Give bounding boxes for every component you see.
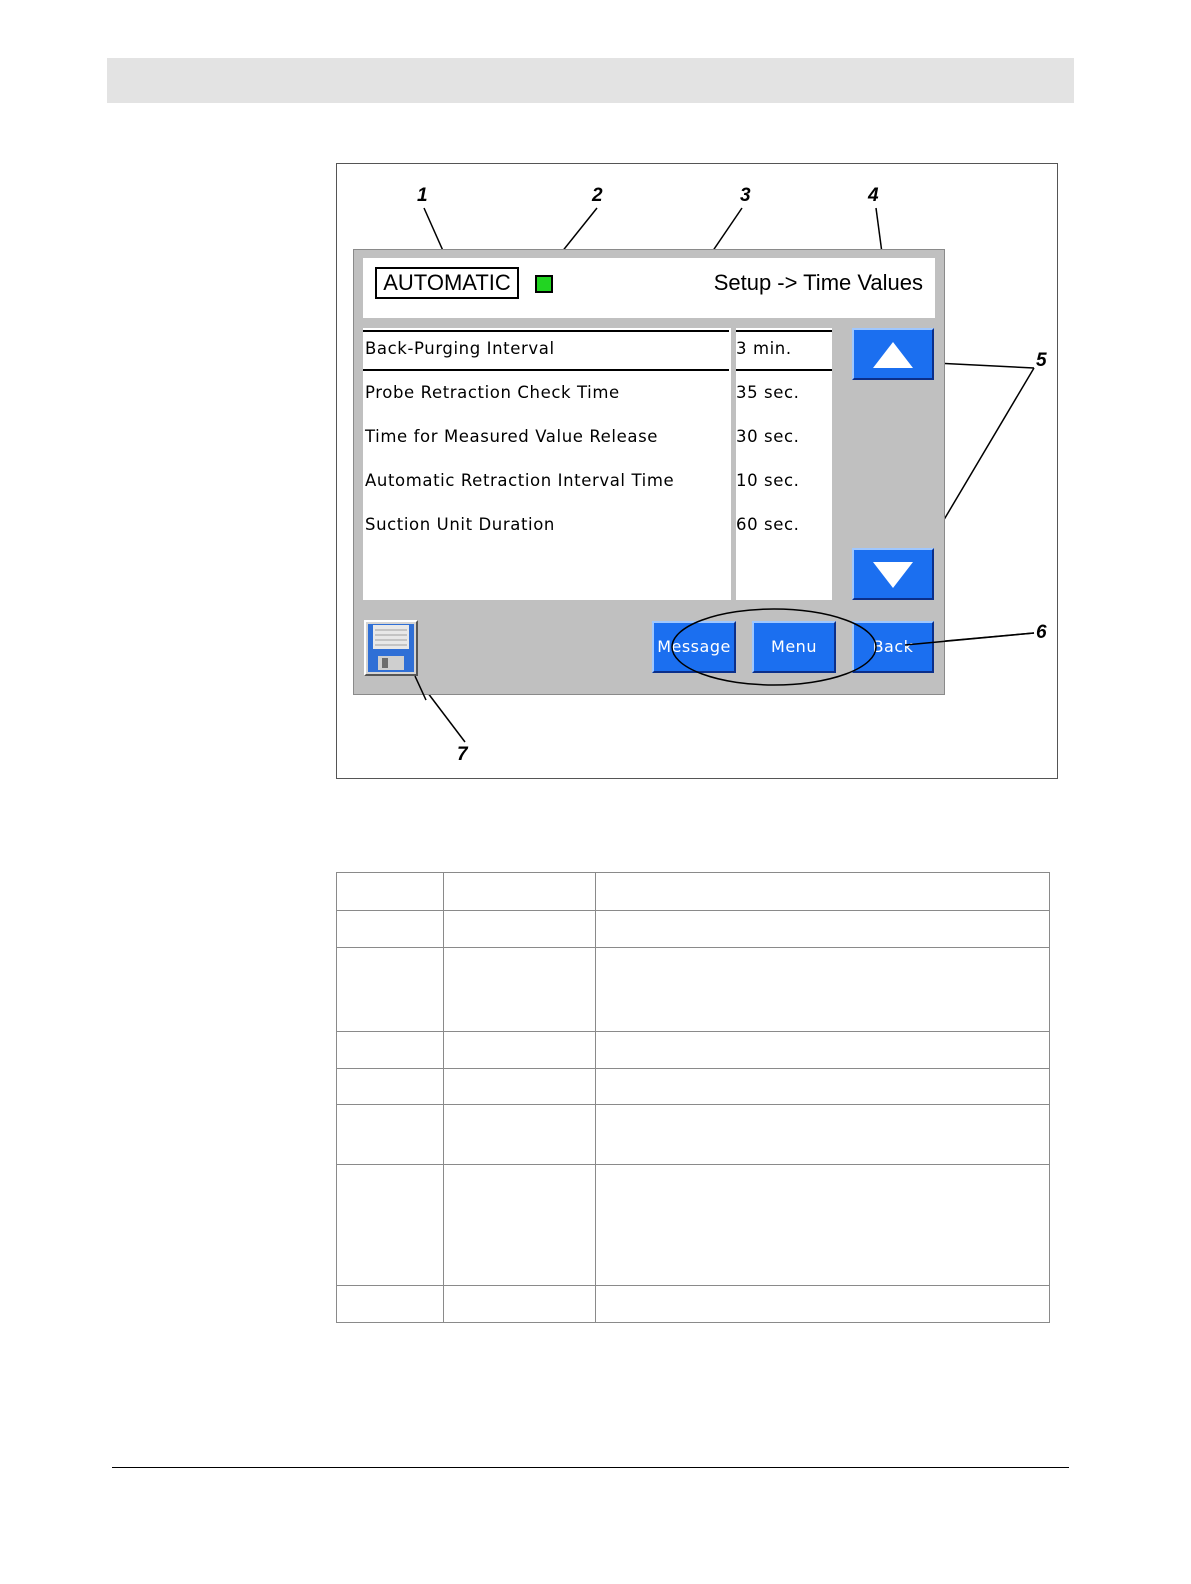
table-cell xyxy=(443,948,595,1032)
table-row xyxy=(337,873,1050,911)
table-cell xyxy=(337,1165,444,1286)
status-bar xyxy=(363,258,935,318)
table-row xyxy=(337,948,1050,1032)
table-cell xyxy=(337,948,444,1032)
value-list xyxy=(736,328,832,600)
legend-table xyxy=(336,872,1050,1323)
table-cell xyxy=(595,873,1049,911)
table-cell xyxy=(443,873,595,911)
table-cell xyxy=(595,1286,1049,1323)
table-row xyxy=(337,1286,1050,1323)
selection-bottom-line xyxy=(363,369,729,371)
table-row xyxy=(337,1069,1050,1105)
parameter-label: Time for Measured Value Release xyxy=(365,427,659,446)
table-cell xyxy=(595,1069,1049,1105)
table-cell xyxy=(337,911,444,948)
callout-6: 6 xyxy=(1036,622,1047,643)
table-cell xyxy=(337,873,444,911)
parameter-value[interactable]: 30 sec. xyxy=(736,427,800,446)
table-row xyxy=(337,911,1050,948)
status-led-icon xyxy=(535,275,553,293)
callout-3: 3 xyxy=(740,185,751,206)
parameter-list xyxy=(363,328,731,600)
table-cell xyxy=(443,1105,595,1165)
parameter-row-suction-unit[interactable] xyxy=(365,515,555,534)
hmi-screen xyxy=(353,249,945,695)
table-cell xyxy=(443,1032,595,1069)
table-cell xyxy=(595,1105,1049,1165)
save-button[interactable] xyxy=(364,620,418,676)
selection-top-line xyxy=(363,330,729,332)
message-button[interactable]: Message xyxy=(652,621,736,673)
table-cell xyxy=(443,1069,595,1105)
callout-1: 1 xyxy=(417,185,428,206)
scroll-down-button[interactable] xyxy=(852,548,934,600)
table-row xyxy=(337,1032,1050,1069)
parameter-label: Back-Purging Interval xyxy=(365,339,555,358)
table-cell xyxy=(337,1105,444,1165)
parameter-label: Probe Retraction Check Time xyxy=(365,383,620,402)
table-cell xyxy=(595,1032,1049,1069)
selection-top-line xyxy=(736,330,832,332)
table-cell xyxy=(337,1286,444,1323)
callout-4: 4 xyxy=(868,185,879,206)
footer-rule xyxy=(112,1467,1069,1468)
table-cell xyxy=(595,948,1049,1032)
scroll-up-button[interactable] xyxy=(852,328,934,380)
parameter-row-back-purging[interactable] xyxy=(365,339,555,358)
arrow-down-icon xyxy=(873,562,913,588)
table-cell xyxy=(443,1165,595,1286)
parameter-row-probe-retraction[interactable] xyxy=(365,383,620,402)
table-cell xyxy=(595,1165,1049,1286)
parameter-value[interactable]: 3 min. xyxy=(736,339,792,358)
parameter-value[interactable]: 10 sec. xyxy=(736,471,800,490)
table-cell xyxy=(443,911,595,948)
callout-5: 5 xyxy=(1036,350,1047,371)
table-cell xyxy=(337,1032,444,1069)
parameter-label: Automatic Retraction Interval Time xyxy=(365,471,675,490)
selection-bottom-line xyxy=(736,369,832,371)
parameter-row-automatic-retraction[interactable] xyxy=(365,471,674,490)
parameter-value[interactable]: 35 sec. xyxy=(736,383,800,402)
callout-7: 7 xyxy=(457,744,468,765)
menu-button[interactable]: Menu xyxy=(752,621,836,673)
parameter-label: Suction Unit Duration xyxy=(365,515,555,534)
table-cell xyxy=(443,1286,595,1323)
parameter-value[interactable]: 60 sec. xyxy=(736,515,800,534)
floppy-disk-icon xyxy=(366,622,416,674)
operating-mode-indicator: AUTOMATIC xyxy=(375,267,519,299)
callout-2: 2 xyxy=(592,185,603,206)
back-button[interactable]: Back xyxy=(852,621,934,673)
arrow-up-icon xyxy=(873,342,913,368)
screen-title: Setup -> Time Values xyxy=(713,270,923,295)
table-row xyxy=(337,1165,1050,1286)
table-cell xyxy=(337,1069,444,1105)
table-row xyxy=(337,1105,1050,1165)
page-header-band xyxy=(107,58,1074,103)
parameter-row-measured-value-release[interactable] xyxy=(365,427,658,446)
table-cell xyxy=(595,911,1049,948)
